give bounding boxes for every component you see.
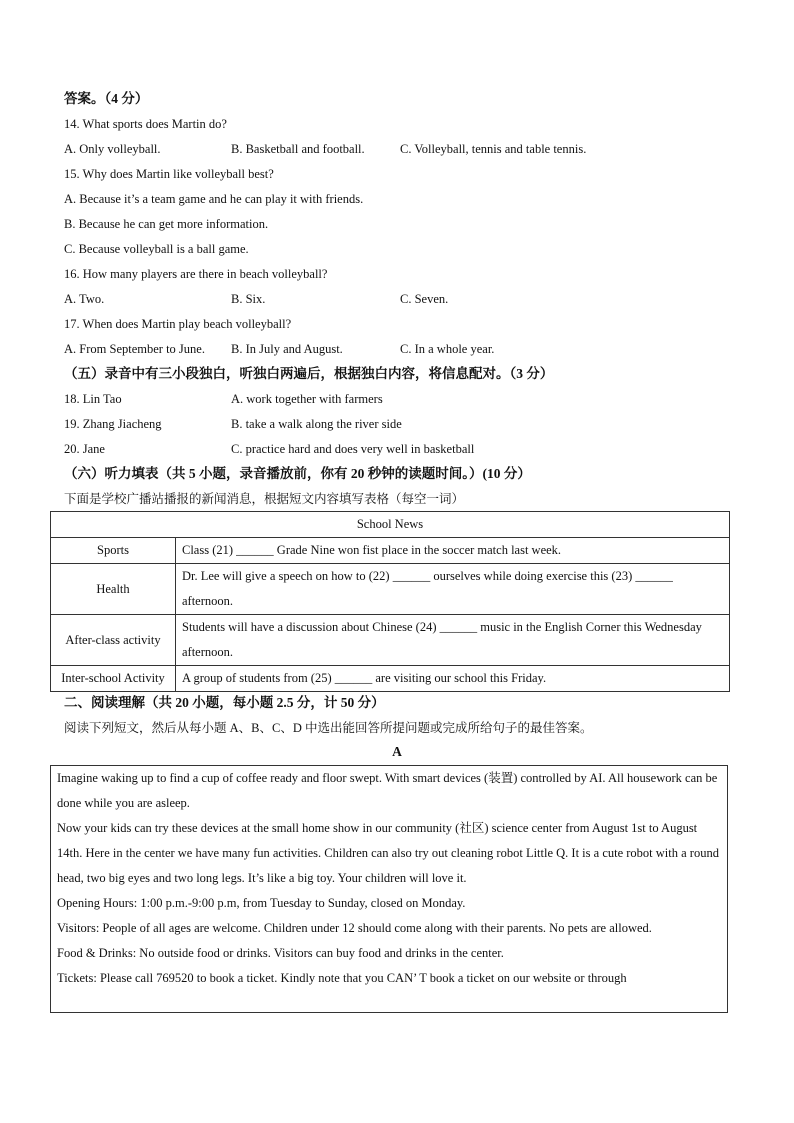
table-row: [51, 564, 730, 615]
table-title: School News: [51, 512, 730, 538]
passage-box: [50, 765, 728, 1013]
option: B. Basketball and football.: [231, 142, 365, 156]
row-category: Health: [51, 564, 176, 615]
option: A. Two.: [64, 292, 105, 306]
passage-paragraph: Opening Hours: 1:00 p.m.-9:00 p.m, from Tuesday to Sunday, closed on Monday.: [57, 896, 466, 910]
table-row: [51, 538, 730, 564]
question-stem: 17. When does Martin play beach volleyball?: [64, 317, 292, 331]
option: B. Because he can get more information.: [64, 217, 269, 231]
row-category: Sports: [51, 538, 176, 564]
table-row: [51, 666, 730, 692]
option: B. Six.: [231, 292, 266, 306]
school-news-table: [50, 511, 730, 692]
match-name: 20. Jane: [64, 442, 105, 456]
row-category: After-class activity: [51, 615, 176, 666]
passage-label: A: [392, 744, 402, 759]
passage-paragraph: Now your kids can try these devices at the small home show in our community (社区) science center from August 1st to August 14th. Here in the center we have many fun activities. Children can also try out cleaning robot Little Q. It is a cute robot with a round head, two big eyes and two long legs. It’s like a big toy. Your children will love it.: [57, 821, 719, 885]
match-name: 18. Lin Tao: [64, 392, 122, 406]
reading-title: 二、阅读理解（共 20 小题，每小题 2.5 分，计 50 分）: [64, 695, 385, 710]
row-category: Inter-school Activity: [51, 666, 176, 692]
option: B. In July and August.: [231, 342, 343, 356]
row-content: Dr. Lee will give a speech on how to (22) ______ ourselves while doing exercise this (23) ______ afternoon.: [176, 564, 730, 615]
question-stem: 14. What sports does Martin do?: [64, 117, 227, 131]
match-choice: A. work together with farmers: [231, 392, 383, 406]
match-choice: C. practice hard and does very well in basketball: [231, 442, 475, 456]
option: C. Volleyball, tennis and table tennis.: [400, 142, 587, 156]
question-stem: 15. Why does Martin like volleyball best?: [64, 167, 274, 181]
option: A. Only volleyball.: [64, 142, 161, 156]
passage-paragraph: Imagine waking up to find a cup of coffee ready and floor swept. With smart devices (装置) controlled by AI. All housework can be done while you are asleep.: [57, 771, 718, 810]
section-6-instruction: 下面是学校广播站播报的新闻消息，根据短文内容填写表格（每空一词）: [64, 492, 465, 506]
passage-paragraph: Tickets: Please call 769520 to book a ticket. Kindly note that you CAN’ T book a ticket on our website or through: [57, 971, 627, 985]
table-row: [51, 615, 730, 666]
reading-instruction: 阅读下列短文，然后从每小题 A、B、C、D 中选出能回答所提问题或完成所给句子的最佳答案。: [64, 721, 593, 735]
passage-paragraph: Visitors: People of all ages are welcome. Children under 12 should come along with their parents. No pets are allowed.: [57, 921, 652, 935]
section-5-title: （五）录音中有三小段独白，听独白两遍后，根据独白内容，将信息配对。（3 分）: [64, 366, 554, 381]
passage-paragraph: Food & Drinks: No outside food or drinks. Visitors can buy food and drinks in the center.: [57, 946, 504, 960]
option: A. Because it’s a team game and he can play it with friends.: [64, 192, 364, 206]
match-choice: B. take a walk along the river side: [231, 417, 402, 431]
match-name: 19. Zhang Jiacheng: [64, 417, 162, 431]
option: C. Because volleyball is a ball game.: [64, 242, 249, 256]
option: A. From September to June.: [64, 342, 205, 356]
row-content: A group of students from (25) ______ are visiting our school this Friday.: [176, 666, 730, 692]
row-content: Students will have a discussion about Chinese (24) ______ music in the English Corner this Wednesday afternoon.: [176, 615, 730, 666]
section-6-title: （六）听力填表（共 5 小题，录音播放前，你有 20 秒钟的读题时间。）(10 分）: [64, 466, 531, 481]
option: C. Seven.: [400, 292, 449, 306]
row-content: Class (21) ______ Grade Nine won fist place in the soccer match last week.: [176, 538, 730, 564]
answer-header: 答案。（4 分）: [64, 91, 149, 106]
question-stem: 16. How many players are there in beach volleyball?: [64, 267, 328, 281]
option: C. In a whole year.: [400, 342, 495, 356]
